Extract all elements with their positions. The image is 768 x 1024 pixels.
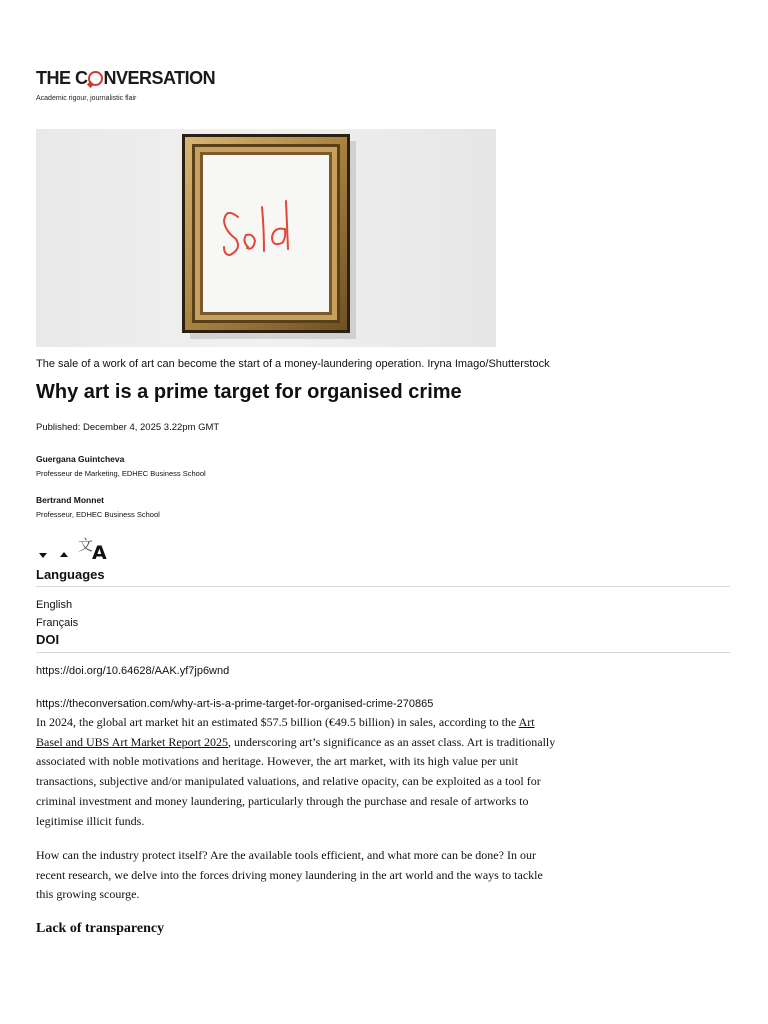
caret-up-icon[interactable] bbox=[60, 552, 68, 557]
hero-caption: The sale of a work of art can become the start of a money-laundering operation. Iryna Imago/Shutterstock bbox=[36, 358, 550, 370]
translate-icon[interactable] bbox=[78, 536, 107, 560]
divider bbox=[36, 586, 730, 587]
hero-image bbox=[36, 129, 496, 347]
site-logo[interactable] bbox=[36, 68, 215, 89]
section-subheading: Lack of transparency bbox=[36, 921, 165, 936]
published-date: Published: December 4, 2025 3.22pm GMT bbox=[36, 422, 220, 433]
language-option-english[interactable]: English bbox=[36, 599, 73, 611]
paragraph-text: In 2024, the global art market hit an estimated $57.5 billion (€49.5 billion) in sales, according to the bbox=[36, 715, 519, 729]
svg-text:A: A bbox=[92, 542, 107, 560]
doi-link[interactable]: https://doi.org/10.64628/AAK.yf7jp6wnd bbox=[36, 665, 230, 677]
framed-sold-sign-illustration bbox=[36, 129, 496, 347]
art-market-report-link[interactable]: Art Basel and UBS Art Market Report 2025 bbox=[36, 715, 535, 749]
caret-down-icon[interactable] bbox=[39, 553, 47, 558]
author-name[interactable]: Guergana Guintcheva bbox=[36, 454, 125, 464]
logo-text-end: NVERSATION bbox=[103, 68, 216, 88]
author-affiliation: Professeur, EDHEC Business School bbox=[36, 510, 160, 519]
author-affiliation: Professeur de Marketing, EDHEC Business School bbox=[36, 469, 206, 478]
doi-heading: DOI bbox=[36, 632, 60, 647]
body-paragraph-2: How can the industry protect itself? Are the available tools efficient, and what more can be done? In our recent research, we delve into the forces driving money laundering in the art world and the ways to tackle this growing scourge. bbox=[36, 848, 543, 902]
paragraph-text: , underscoring art’s significance as an asset class. Art is traditionally associated with noble motivations and heritage. However, the art market, with its high value per unit transactions, subjective and/or manipulated valuations, and relative opacity, can be exploited as a tool for criminal investment and money laundering, particularly through the purchase and resale of artworks to legitimise illicit funds. bbox=[36, 734, 556, 828]
article-title: Why art is a prime target for organised crime bbox=[36, 381, 462, 403]
divider bbox=[36, 652, 730, 653]
author-name[interactable]: Bertrand Monnet bbox=[36, 495, 104, 505]
language-option-french[interactable]: Français bbox=[36, 617, 79, 629]
site-tagline: Academic rigour, journalistic flair bbox=[36, 95, 137, 102]
languages-heading: Languages bbox=[36, 567, 105, 582]
article-url[interactable]: https://theconversation.com/why-art-is-a-prime-target-for-organised-crime-270865 bbox=[36, 698, 434, 710]
svg-text:文: 文 bbox=[78, 536, 94, 554]
language-tools bbox=[36, 536, 156, 560]
logo-text-start: THE C bbox=[36, 68, 88, 88]
speech-bubble-logo-icon bbox=[88, 71, 103, 86]
body-paragraph-1 bbox=[36, 713, 556, 831]
